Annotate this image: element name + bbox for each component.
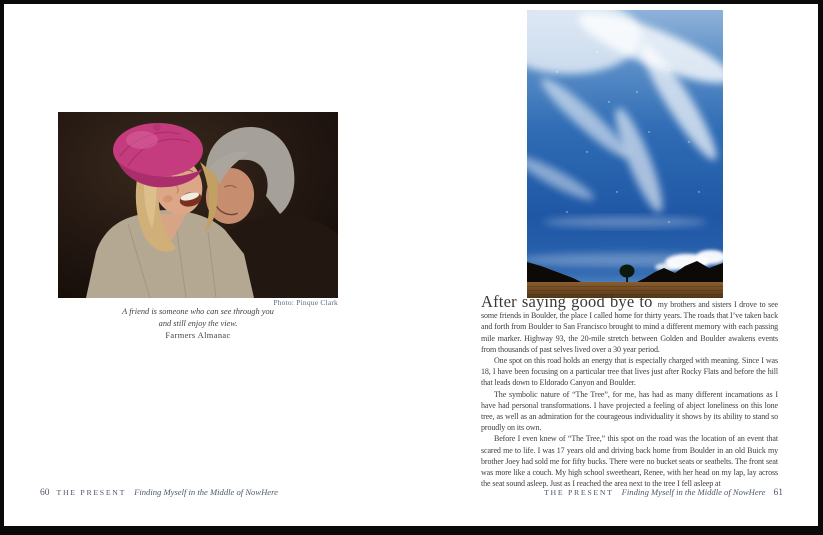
caption-line-2: and still enjoy the view. bbox=[158, 319, 238, 328]
paragraph-3: The symbolic nature of “The Tree”, for me, has had as many different incarnations as I have had personal transformations. I have projected a feeling of abject loneliness on this lone tree, as well as an admiration for the courageous individuality it shows by its ability to stand so proudly on its own. bbox=[481, 389, 778, 433]
section-label-right: THE PRESENT bbox=[544, 488, 614, 497]
caption-attribution: Farmers Almanac bbox=[165, 331, 231, 340]
page-number-left: 60 bbox=[40, 488, 50, 498]
photo-credit: Photo: Pinque Clark bbox=[273, 298, 338, 307]
section-label-left: THE PRESENT bbox=[56, 488, 127, 497]
page-number-right: 61 bbox=[773, 488, 783, 498]
sky-photo-graphic bbox=[527, 10, 723, 298]
paragraph-2: One spot on this road holds an energy that is especially charged with meaning. Since I was 18, I have been focusing on a particular tree that lives just after Rocky Flats and before the hill that leads down to Eldorado Canyon and Boulder. bbox=[481, 356, 778, 388]
book-title-right: Finding Myself in the Middle of NowHere bbox=[621, 487, 766, 497]
book-title-left: Finding Myself in the Middle of NowHere bbox=[134, 487, 278, 497]
couple-photo-graphic bbox=[58, 112, 338, 298]
couple-laughing-photo bbox=[58, 112, 338, 298]
paragraph-1-text: my brothers and sisters I drove to see some friends in Boulder, the place I called home for thirty years. The roads that I’ve taken back and forth from Boulder to San Francisco brought to mind a different memory with each passing mile marker. Highway 93, the 20-mile stretch between Golden and Boulder awakens events from thousands of past selves lived over a 30 year period. bbox=[481, 300, 778, 354]
footer-right bbox=[544, 487, 783, 498]
footer-left bbox=[40, 487, 278, 498]
paragraph-lead: After saying good bye to bbox=[481, 292, 658, 311]
body-text bbox=[481, 292, 778, 489]
caption-quote bbox=[58, 306, 338, 330]
paragraph-4: Before I even knew of “The Tree,” this spot on the road was the location of an event that scared me to life. I was 17 years old and driving back home from Boulder in an old Buick my brother Joey had sold me for fifty bucks. There were no bucket seats or seatbelts. The front seat was more like a couch. My high school sweetheart, Renee, with her head on my lap, lay across the seat sound asleep. Just as I reached the area next to the tree I fell asleep at bbox=[481, 434, 778, 489]
paragraph-1 bbox=[481, 292, 778, 355]
caption-line-1: A friend is someone who can see through you bbox=[122, 307, 274, 316]
night-sky-lone-tree-photo bbox=[527, 10, 723, 298]
